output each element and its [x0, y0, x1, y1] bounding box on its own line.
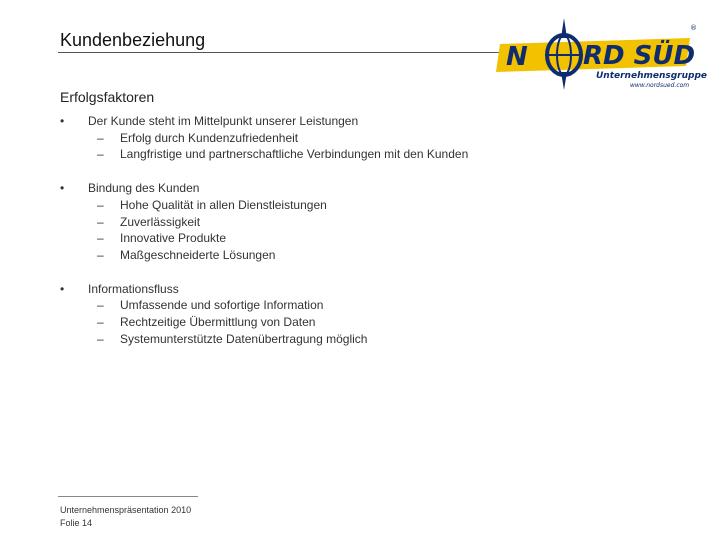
- dash: –: [97, 247, 104, 262]
- logo-text-right: RD SÜD: [583, 41, 696, 71]
- sub-bullet: [60, 146, 620, 163]
- sub-bullet: [60, 297, 620, 314]
- sub-bullet: [60, 230, 620, 247]
- logo-tagline: Unternehmensgruppe: [596, 71, 708, 81]
- sub-bullet: [60, 130, 620, 147]
- section-heading: Erfolgsfaktoren: [60, 89, 155, 105]
- sub-bullet: [60, 214, 620, 231]
- dash: –: [97, 147, 104, 162]
- sub-bullet-text: Innovative Produkte: [120, 231, 227, 246]
- sub-bullet-text: Zuverlässigkeit: [120, 214, 201, 229]
- dash: –: [97, 197, 104, 212]
- dash: –: [97, 315, 104, 330]
- sub-bullet: [60, 247, 620, 264]
- bullet-item: [60, 180, 620, 264]
- dash: –: [97, 231, 104, 246]
- sub-bullet-text: Maßgeschneiderte Lösungen: [120, 247, 276, 262]
- logo-text-left: N: [506, 42, 528, 72]
- bullet-text: Bindung des Kunden: [88, 181, 200, 196]
- dash: –: [97, 214, 104, 229]
- dash: –: [97, 298, 104, 313]
- slide-title: Kundenbeziehung: [60, 30, 206, 50]
- footer-slide-number: Folie 14: [60, 518, 93, 528]
- sub-bullet: [60, 197, 620, 214]
- bullet-item: [60, 113, 620, 163]
- sub-bullet-text: Umfassende und sofortige Information: [120, 298, 324, 313]
- dash: –: [97, 130, 104, 145]
- bullet-list: [60, 113, 620, 364]
- dash: –: [97, 331, 104, 346]
- footer-presentation: Unternehmenspräsentation 2010: [60, 505, 192, 515]
- footer: [60, 504, 191, 530]
- bullet-text: Der Kunde steht im Mittelpunkt unserer Leistungen: [88, 114, 359, 128]
- sub-bullet-text: Hohe Qualität in allen Dienstleistungen: [120, 197, 327, 212]
- bullet-dot: •: [60, 281, 65, 296]
- sub-bullet: [60, 331, 620, 348]
- title-underline: [58, 52, 540, 53]
- bullet-dot: •: [60, 114, 65, 128]
- sub-bullet-text: Erfolg durch Kundenzufriedenheit: [120, 130, 299, 145]
- sub-bullet-text: Systemunterstützte Datenübertragung möglich: [120, 331, 368, 346]
- sub-bullet-text: Rechtzeitige Übermittlung von Daten: [120, 315, 316, 330]
- logo-url: www.nordsued.com: [630, 82, 690, 89]
- sub-bullet-text: Langfristige und partnerschaftliche Verbindungen mit den Kunden: [120, 147, 469, 162]
- bullet-item: [60, 281, 620, 348]
- footer-rule: [58, 496, 198, 497]
- logo-registered-mark: ®: [690, 24, 697, 32]
- bullet-text: Informationsfluss: [88, 281, 179, 296]
- bullet-dot: •: [60, 181, 65, 196]
- sub-bullet: [60, 314, 620, 331]
